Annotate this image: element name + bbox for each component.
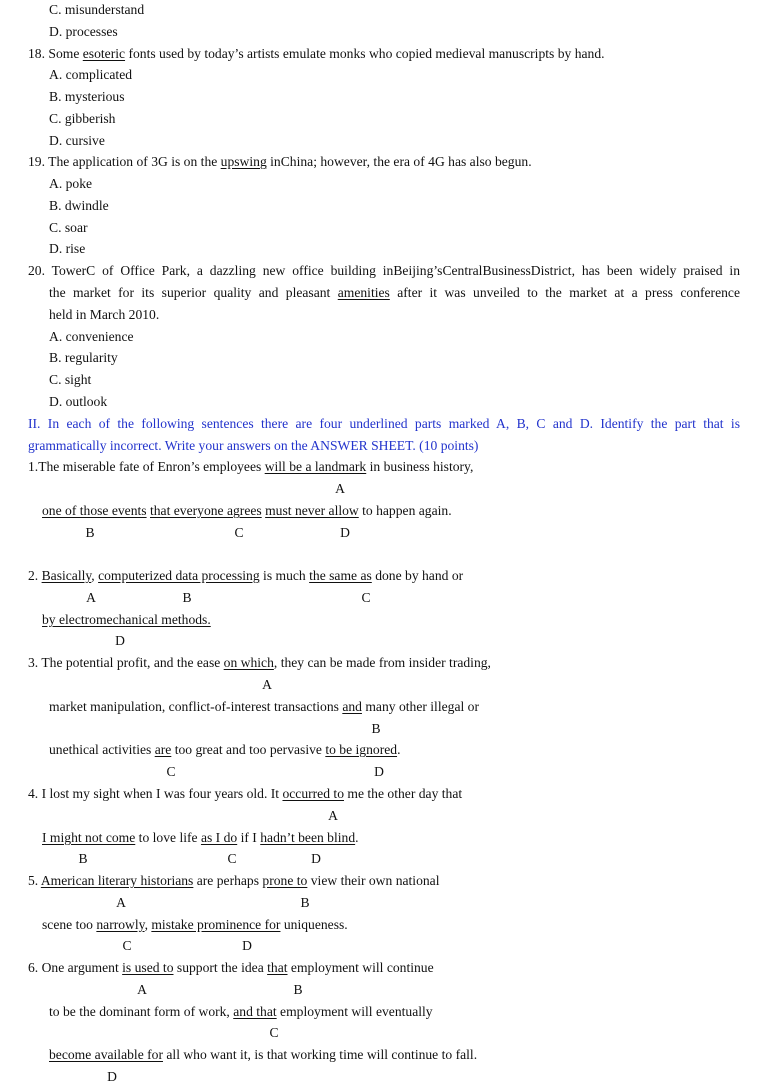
option-marker-d: D — [311, 851, 321, 866]
option-marker-a: A — [262, 677, 272, 692]
option-marker-c: C — [166, 764, 176, 779]
underlined-part: and — [342, 699, 362, 714]
option-marker-c: C — [227, 851, 237, 866]
text-segment: II. In each of the following sentences there are four underlined parts marked A, B, C and D. Identify the part that is — [28, 416, 740, 431]
question-line — [28, 786, 462, 802]
question-line — [49, 220, 88, 236]
underlined-part: that everyone agrees — [149, 503, 262, 518]
text-segment: 6. One argument — [28, 960, 123, 975]
question-line — [49, 1004, 433, 1020]
text-segment: market manipulation, conflict-of-interest transactions — [49, 699, 343, 714]
question-line — [49, 394, 107, 410]
text-segment: B. mysterious — [49, 89, 125, 104]
text-segment: B. dwindle — [49, 198, 109, 213]
text-segment: C. gibberish — [49, 111, 116, 126]
text-segment: , — [91, 568, 99, 583]
question-line — [49, 372, 91, 388]
text-segment: are perhaps — [193, 873, 263, 888]
text-segment: . — [397, 742, 401, 757]
text-segment: D. outlook — [49, 394, 108, 409]
underlined-part: narrowly — [96, 917, 145, 932]
option-marker-d: D — [242, 938, 252, 953]
question-line — [42, 917, 348, 933]
underlined-part: as I do — [200, 830, 238, 845]
text-segment: after it was unveiled to the market at a press conference — [389, 285, 740, 300]
text-segment: fonts used by today’s artists emulate monks who copied medieval manuscripts by hand. — [125, 46, 605, 61]
question-line — [28, 960, 434, 976]
question-line — [28, 459, 473, 475]
underlined-part: on which — [223, 655, 274, 670]
text-segment: 3. The potential profit, and the ease — [28, 655, 224, 670]
text-segment: to happen again. — [358, 503, 452, 518]
question-line — [49, 1047, 477, 1063]
option-marker-a: A — [328, 808, 338, 823]
option-marker-b: B — [300, 895, 310, 910]
text-segment: , they can be made from insider trading, — [273, 655, 491, 670]
question-line — [28, 263, 740, 279]
underlined-part: is used to — [122, 960, 174, 975]
text-segment: done by hand or — [371, 568, 464, 583]
text-segment: A. complicated — [49, 67, 133, 82]
question-line — [42, 503, 452, 519]
text-segment: uniqueness. — [280, 917, 348, 932]
section-instructions — [28, 438, 478, 454]
text-segment: D. processes — [49, 24, 118, 39]
underlined-part: by electromechanical methods. — [42, 612, 211, 627]
text-segment: if I — [237, 830, 261, 845]
text-segment: 19. The application of 3G is on the — [28, 154, 221, 169]
underlined-part: upswing — [220, 154, 267, 169]
text-segment: to be the dominant form of work, — [49, 1004, 234, 1019]
text-segment: . — [355, 830, 359, 845]
option-marker-c: C — [122, 938, 132, 953]
text-segment: grammatically incorrect. Write your answers on the ANSWER SHEET. (10 points) — [28, 438, 479, 453]
text-segment: , — [144, 917, 152, 932]
text-segment: held in March 2010. — [49, 307, 160, 322]
underlined-part: must never allow — [265, 503, 359, 518]
question-line — [28, 46, 605, 62]
underlined-part: esoteric — [82, 46, 126, 61]
question-line — [49, 742, 400, 758]
question-line — [49, 241, 85, 257]
question-line — [49, 24, 118, 40]
underlined-part: Basically — [41, 568, 92, 583]
text-segment: support the idea — [173, 960, 268, 975]
underlined-part: I might not come — [42, 830, 136, 845]
option-marker-c: C — [361, 590, 371, 605]
question-line — [49, 176, 92, 192]
text-segment: 20. TowerC of Office Park, a dazzling new office building inBeijing’sCentralBusinessDistrict, has been widely praised in — [28, 263, 740, 278]
text-segment: D. cursive — [49, 133, 105, 148]
option-marker-b: B — [371, 721, 381, 736]
underlined-part: prone to — [262, 873, 308, 888]
underlined-part: will be a landmark — [264, 459, 367, 474]
option-marker-d: D — [115, 633, 125, 648]
text-segment: 5. — [28, 873, 41, 888]
text-segment: many other illegal or — [361, 699, 479, 714]
underlined-part: mistake prominence for — [151, 917, 281, 932]
underlined-part: to be ignored — [325, 742, 398, 757]
question-line — [28, 154, 532, 170]
text-segment: D. rise — [49, 241, 86, 256]
text-segment: scene too — [42, 917, 97, 932]
option-marker-a: A — [86, 590, 96, 605]
text-segment: view their own national — [307, 873, 440, 888]
option-marker-a: A — [137, 982, 147, 997]
question-line — [49, 198, 109, 214]
option-marker-b: B — [78, 851, 88, 866]
text-segment: inChina; however, the era of 4G has also begun. — [266, 154, 532, 169]
option-marker-d: D — [340, 525, 350, 540]
question-line — [49, 2, 144, 18]
underlined-part: are — [154, 742, 172, 757]
text-segment: employment will continue — [287, 960, 434, 975]
text-segment: employment will eventually — [276, 1004, 433, 1019]
question-line — [49, 89, 125, 105]
underlined-part: occurred to — [282, 786, 344, 801]
text-segment: C. sight — [49, 372, 92, 387]
text-segment: A. poke — [49, 176, 93, 191]
text-segment: 2. — [28, 568, 42, 583]
question-line — [49, 133, 105, 149]
question-line — [49, 329, 134, 345]
underlined-part: American literary historians — [40, 873, 194, 888]
question-line — [49, 285, 740, 301]
text-segment: too great and too pervasive — [171, 742, 326, 757]
text-segment: C. misunderstand — [49, 2, 145, 17]
underlined-part: one of those events — [42, 503, 147, 518]
underlined-part: and that — [233, 1004, 277, 1019]
option-marker-d: D — [374, 764, 384, 779]
option-marker-a: A — [116, 895, 126, 910]
text-segment: 4. I lost my sight when I was four years old. It — [28, 786, 283, 801]
question-line — [49, 350, 118, 366]
option-marker-b: B — [182, 590, 192, 605]
question-line — [28, 568, 463, 584]
option-marker-b: B — [85, 525, 95, 540]
section-instructions — [28, 416, 740, 432]
option-marker-c: C — [269, 1025, 279, 1040]
underlined-part: the same as — [309, 568, 372, 583]
question-line — [49, 699, 479, 715]
question-line — [49, 111, 115, 127]
underlined-part: hadn’t been blind — [260, 830, 356, 845]
text-segment: all who want it, is that working time will continue to fall. — [162, 1047, 478, 1062]
option-marker-d: D — [107, 1069, 117, 1084]
text-segment: the market for its superior quality and pleasant — [49, 285, 338, 300]
text-segment: 18. Some — [28, 46, 83, 61]
underlined-part: amenities — [337, 285, 390, 300]
underlined-part: that — [267, 960, 288, 975]
text-segment: me the other day that — [344, 786, 463, 801]
question-line — [28, 655, 491, 671]
question-line — [42, 830, 359, 846]
text-segment: unethical activities — [49, 742, 155, 757]
text-segment: C. soar — [49, 220, 88, 235]
text-segment: to love life — [135, 830, 201, 845]
option-marker-a: A — [335, 481, 345, 496]
question-line — [28, 873, 440, 889]
question-line — [49, 307, 159, 323]
underlined-part: computerized data processing — [98, 568, 260, 583]
underlined-part: become available for — [49, 1047, 163, 1062]
text-segment: in business history, — [366, 459, 474, 474]
option-marker-b: B — [293, 982, 303, 997]
option-marker-c: C — [234, 525, 244, 540]
text-segment: is much — [259, 568, 310, 583]
question-line — [49, 67, 132, 83]
text-segment: A. convenience — [49, 329, 134, 344]
question-line — [42, 612, 211, 628]
text-segment: 1.The miserable fate of Enron’s employees — [28, 459, 265, 474]
text-segment: B. regularity — [49, 350, 118, 365]
